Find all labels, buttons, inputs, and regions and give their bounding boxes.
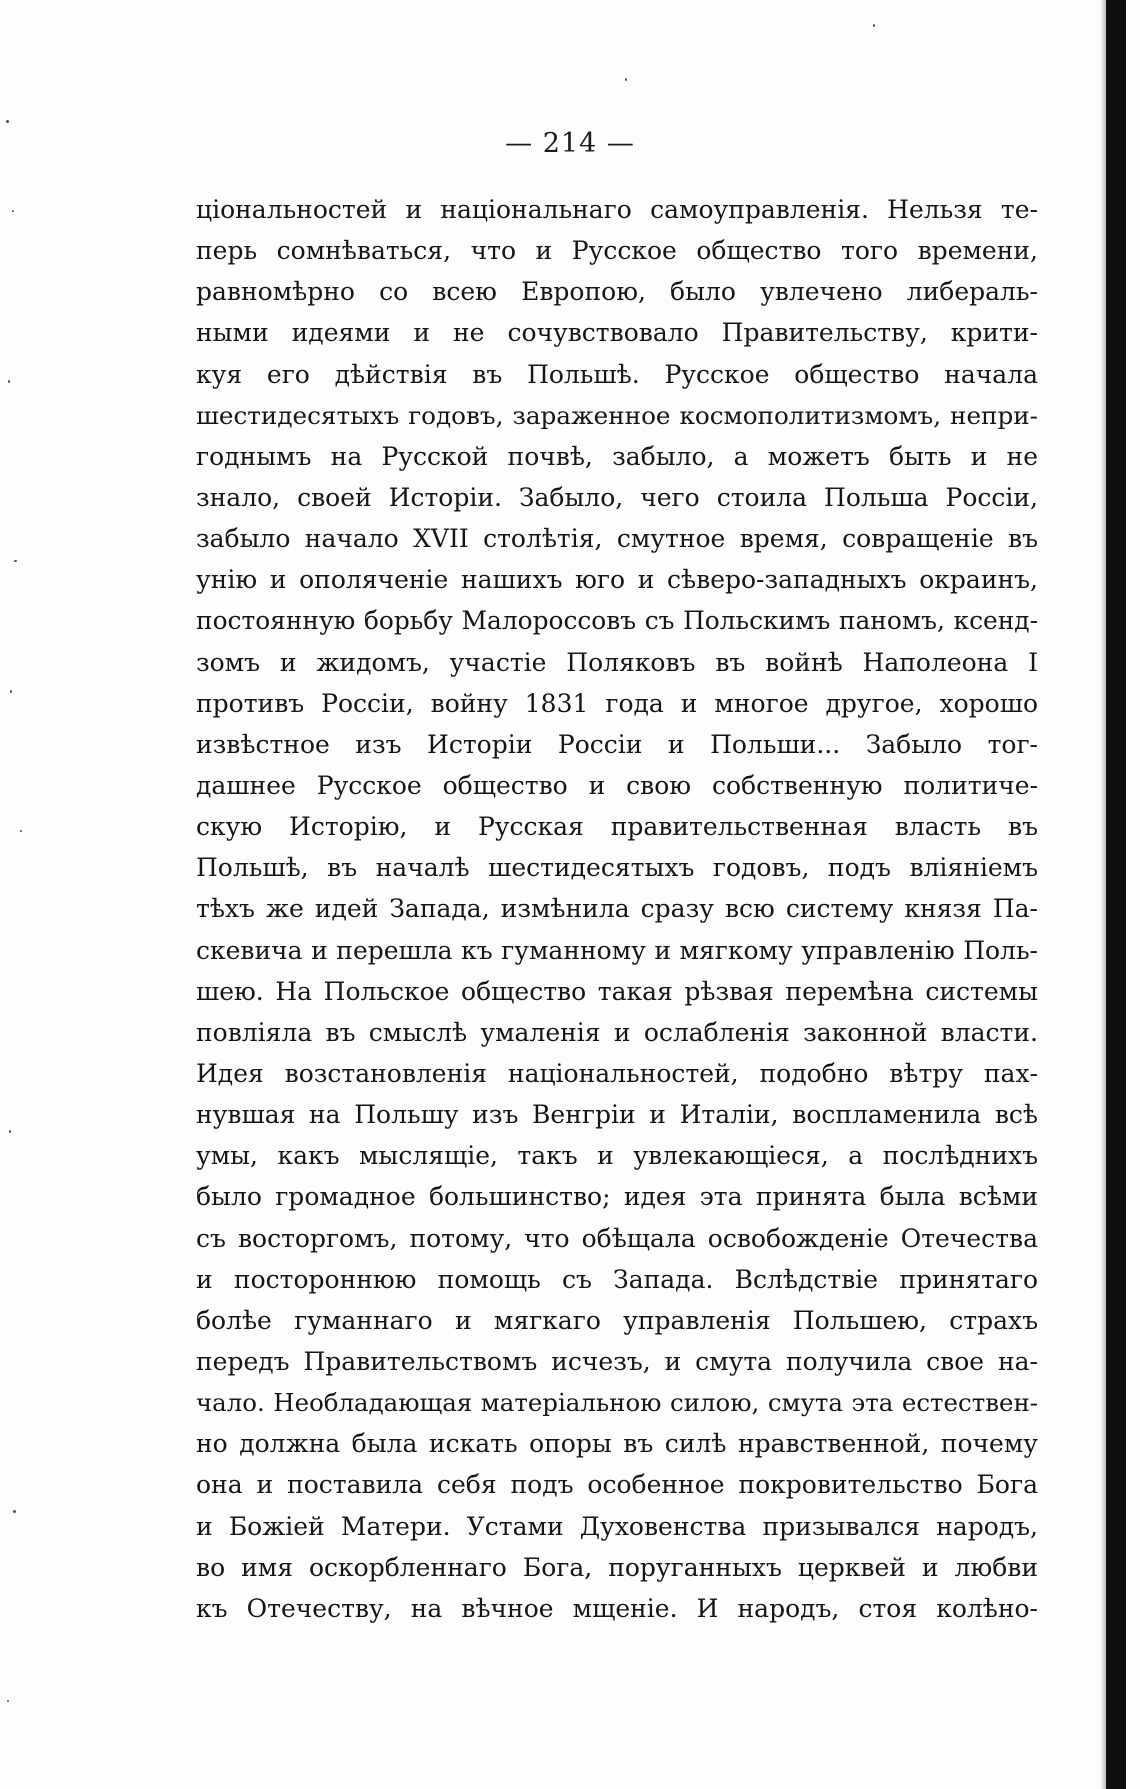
text-line: повліяла въ смыслѣ умаленія и ослабленія законной власти. [196,1017,1038,1047]
scan-speck [12,210,14,212]
text-line: во имя оскорбленнаго Бога, поруганныхъ церквей и любви [196,1552,1038,1582]
text-line: извѣстное изъ Исторіи Россіи и Польши... Забыло тог- [196,729,1038,759]
text-line: и Божіей Матери. Устами Духовенства призывался народъ, [196,1511,1038,1541]
text-line: передъ Правительствомъ исчезъ, и смута получила свое на- [196,1346,1038,1376]
page-number: — 214 — [505,128,635,159]
scan-speck [14,560,17,562]
text-line: было громадное большинство; идея эта принята была всѣми [196,1182,1038,1212]
text-line: Польшѣ, въ началѣ шестидесятыхъ годовъ, подъ вліяніемъ [196,853,1038,883]
scan-speck [10,690,12,693]
text-line: скую Исторію, и Русская правительственная власть въ [196,812,1038,842]
text-line: шею. На Польское общество такая рѣзвая перемѣна системы [196,976,1038,1006]
text-line: постоянную борьбу Малороссовъ съ Польскимъ паномъ, ксенд- [196,606,1038,636]
scan-speck [873,24,875,27]
text-line: ными идеями и не сочувствовало Правительству, крити- [196,318,1038,348]
text-line: шестидесятыхъ годовъ, зараженное космополитизмомъ, непри- [196,400,1038,430]
text-line: забыло начало XVII столѣтія, смутное время, совращеніе въ [196,524,1038,554]
scan-speck [9,1130,11,1133]
text-line: нувшая на Польшу изъ Венгріи и Италіи, воспламенила всѣ [196,1100,1038,1130]
text-line: ціональностей и національнаго самоуправленія. Нельзя те- [196,195,1038,224]
text-line: она и поставила себя подъ особенное покровительство Бога [196,1470,1038,1500]
text-line: перь сомнѣваться, что и Русское общество того времени, [196,236,1038,266]
page-body-text [196,189,1038,1629]
text-line: Идея возстановленія національностей, подобно вѣтру пах- [196,1058,1038,1088]
scan-speck [7,1700,9,1702]
text-line: тѣхъ же идей Запада, измѣнила сразу всю систему князя Па- [196,894,1038,924]
text-line: къ Отечеству, на вѣчное мщеніе. И народъ, стоя колѣно- [196,1593,1038,1623]
scan-speck [13,1510,16,1513]
text-line: чало. Необладающая матеріальною силою, смута эта естествен- [196,1388,1038,1418]
text-line: зомъ и жидомъ, участіе Поляковъ въ войнѣ Наполеона I [196,647,1038,677]
page-binding-edge [1106,0,1126,1789]
text-line: дашнее Русское общество и свою собственную политиче- [196,770,1038,800]
scan-speck [20,830,22,832]
text-line: скевича и перешла къ гуманному и мягкому управленію Поль- [196,935,1038,965]
text-line: знало, своей Исторіи. Забыло, чего стоила Польша Россіи, [196,482,1038,512]
text-line: съ восторгомъ, потому, что обѣщала освобожденіе Отечества [196,1223,1038,1253]
text-line: равномѣрно со всею Европою, было увлечено либераль- [196,277,1038,307]
scan-speck [8,380,10,383]
text-line: куя его дѣйствія въ Польшѣ. Русское общество начала [196,359,1038,389]
text-line: противъ Россіи, войну 1831 года и многое другое, хорошо [196,688,1038,718]
text-line: но должна была искать опоры въ силѣ нравственной, почему [196,1429,1038,1459]
text-line: годнымъ на Русской почвѣ, забыло, а можетъ быть и не [196,441,1038,471]
scan-speck [625,78,627,81]
text-line: унію и ополяченіе нашихъ юго и сѣверо-западныхъ окраинъ, [196,565,1038,595]
text-line: умы, какъ мыслящіе, такъ и увлекающіеся, а послѣднихъ [196,1141,1038,1171]
text-line: болѣе гуманнаго и мягкаго управленія Польшею, страхъ [196,1305,1038,1335]
text-line: и постороннюю помощь съ Запада. Вслѣдствіе принятаго [196,1264,1038,1294]
scan-speck [6,120,9,123]
